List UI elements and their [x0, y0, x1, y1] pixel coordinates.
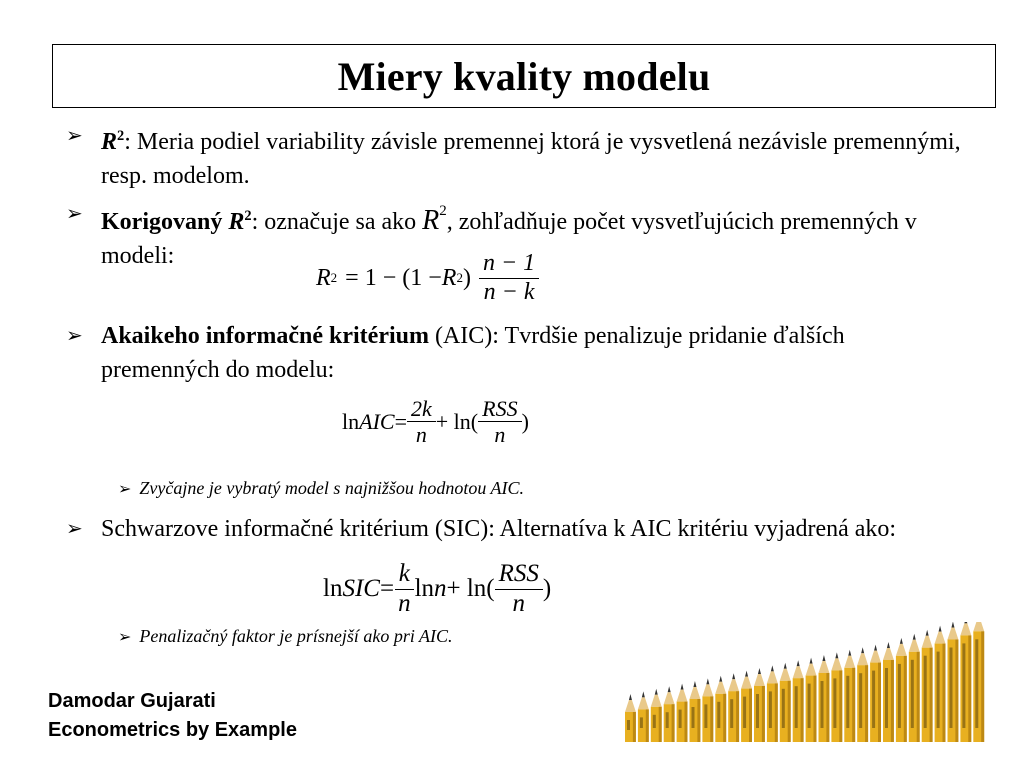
book-title: Econometrics by Example — [48, 719, 297, 741]
pencil-icon — [819, 655, 830, 742]
bullet-arrow-icon: ➢ — [66, 518, 83, 540]
title-box — [52, 44, 996, 108]
bullet-r2: ➢ $R^2$: Meria podiel variability závisle premennej ktorá je vysvetlená nezávisle premennými, resp. modelom. — [66, 119, 966, 193]
pencil-icon — [793, 660, 804, 742]
bullet-aic: ➢ Akaikeho informačné kritérium (AIC): Tvrdšie penalizuje pridanie ďalších premenných do modelu: — [66, 319, 966, 387]
bullet-arrow-icon: ➢ — [118, 629, 132, 646]
pencil-icon — [741, 671, 752, 742]
bullet-arrow-icon: ➢ — [66, 325, 83, 347]
bullet-sic: ➢ Schwarzove informačné kritérium (SIC): Alternatíva k AIC kritériu vyjadrená ako: — [66, 512, 966, 546]
pencil-icon — [922, 630, 933, 742]
pencil-icon — [677, 684, 688, 742]
pencil-icon — [690, 681, 701, 742]
pencil-icon — [702, 678, 713, 742]
pencil-icon — [909, 634, 920, 742]
equation-aic: ln AIC = $\frac{2k}{n}$ + ln( $\frac{\text{RSS}}{n}$ ) — [342, 396, 529, 448]
pencil-icon — [664, 686, 675, 742]
r2-description: : Meria podiel variability závisle premennej ktorá je vysvetlená nezávisle premennými, resp. modelom. — [101, 129, 961, 189]
pencil-icon — [754, 668, 765, 742]
sub-bullet-sic: ➢ Penalizačný faktor je prísnejší ako pri AIC. — [118, 626, 453, 646]
pencil-icon — [767, 665, 778, 742]
pencil-icon — [638, 691, 649, 742]
page-title: Miery kvality modelu — [337, 53, 711, 99]
pencil-icon — [883, 642, 894, 742]
pencil-icon — [651, 689, 662, 742]
pencil-icon — [960, 622, 971, 742]
pencil-icon — [806, 658, 817, 742]
pencil-icon — [831, 652, 842, 742]
r2-bar-symbol: R — [422, 205, 440, 236]
bullet-arrow-icon: ➢ — [66, 125, 83, 147]
bullet-adjusted-r2: ➢ Korigovaný $R^2$: označuje sa ako $R^2$, zohľadňuje počet vysvetľujúcich premenných v modeli: — [66, 194, 966, 273]
pencil-icon — [896, 638, 907, 742]
pencil-icon — [935, 626, 946, 742]
pencil-icon — [857, 647, 868, 742]
r2-term: R — [101, 129, 118, 155]
equation-sic: ln SIC = $\frac{k}{n}$ ln n + ln( $\frac{\text{RSS}}{n}$ ) — [323, 560, 552, 617]
pencils-growth-image — [624, 622, 986, 742]
bullet-arrow-icon: ➢ — [118, 481, 132, 498]
equation-adjusted-r2: R 2 = 1 − (1 − R 2 ) $\frac{n - 1}{n - k}$ — [316, 250, 539, 306]
pencil-icon — [844, 650, 855, 742]
pencil-icon — [973, 622, 984, 742]
author-name: Damodar Gujarati — [48, 690, 216, 712]
adj-fraction: $\frac{n - 1}{n - k}$ — [479, 250, 539, 306]
pencil-icon — [715, 676, 726, 742]
pencil-icon — [728, 673, 739, 742]
bullet-arrow-icon: ➢ — [66, 203, 83, 225]
pencil-icon — [948, 622, 959, 742]
pencil-icon — [780, 663, 791, 742]
pencil-icon — [625, 694, 636, 742]
pencil-icon — [870, 645, 881, 742]
sub-bullet-aic: ➢ Zvyčajne je vybratý model s najnižšou hodnotou AIC. — [118, 478, 525, 498]
book-credit — [48, 687, 297, 745]
